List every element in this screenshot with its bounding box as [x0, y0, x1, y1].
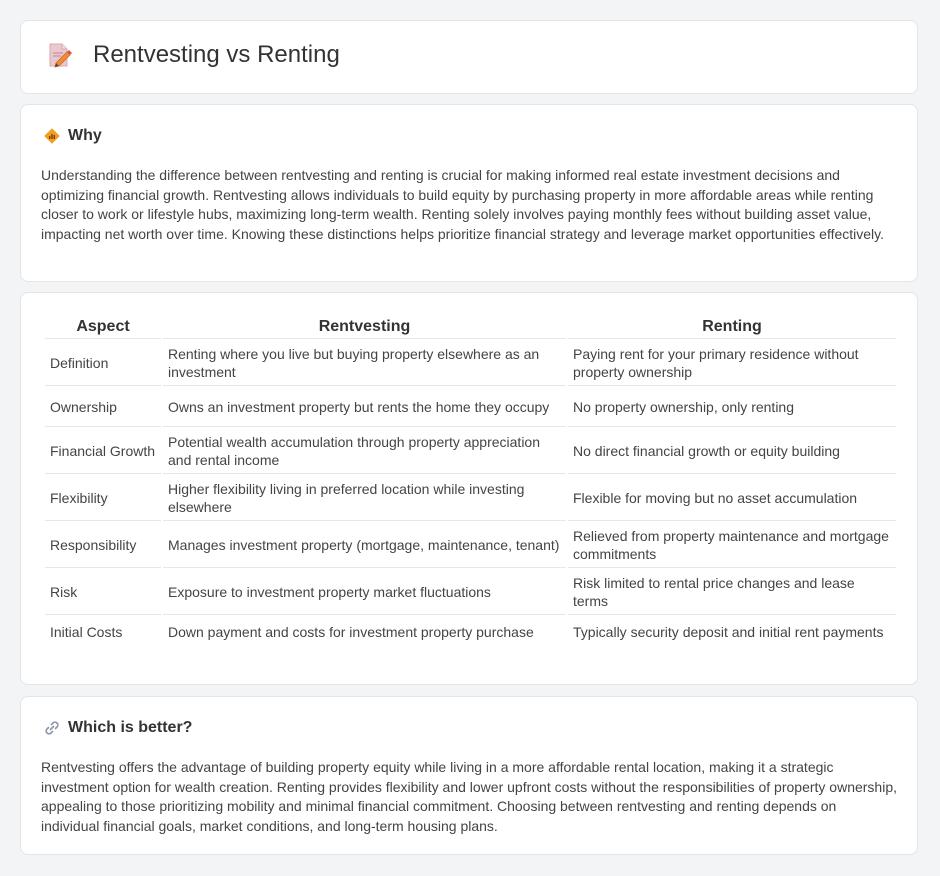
- header-aspect: Aspect: [45, 315, 161, 339]
- table-row: [45, 570, 896, 615]
- title-row: [47, 41, 340, 69]
- why-title: Why: [68, 127, 102, 144]
- table-row: [45, 523, 896, 568]
- aspect-cell: Financial Growth: [45, 429, 161, 474]
- renting-cell: Typically security deposit and initial rent payments: [573, 624, 884, 640]
- why-text: Understanding the difference between rentvesting and renting is crucial for making informed real estate investment decisions and optimizing financial growth. Rentvesting allows individuals to build equity by purchasing property in more affordable areas while renting closer to work or lifestyle hubs, maximizing long-term wealth. Renting solely involves paying monthly fees without building asset value, impacting net worth over time. Knowing these distinctions helps prioritize financial strategy and leverage market opportunities effectively.: [41, 167, 885, 242]
- aspect-cell: Flexibility: [45, 476, 161, 521]
- renting-cell: No direct financial growth or equity building: [568, 429, 896, 474]
- link-icon: [43, 719, 61, 737]
- better-text: Rentvesting offers the advantage of building property equity while living in a more affordable rental location, making it a strategic investment option for wealth creation. Renting provides flexibility and lower upfront costs without the responsibilities of property ownership, appealing to those prioritizing mobility and minimal financial commitment. Choosing between rentvesting and renting depends on individual financial goals, market conditions, and long-term housing plans.: [41, 759, 897, 834]
- title-card: [20, 20, 918, 94]
- renting-cell: Risk limited to rental price changes and lease terms: [568, 570, 896, 615]
- table-row: [45, 476, 896, 521]
- rentvesting-cell: Potential wealth accumulation through property appreciation and rental income: [163, 429, 566, 474]
- page-title: Rentvesting vs Renting: [93, 41, 340, 68]
- document-pencil-icon: [47, 41, 73, 69]
- header-rentvesting: Rentvesting: [163, 315, 566, 339]
- better-title: Which is better?: [68, 719, 193, 736]
- rentvesting-cell: Manages investment property (mortgage, maintenance, tenant): [163, 523, 566, 568]
- aspect-cell: Initial Costs: [50, 624, 123, 640]
- aspect-cell: Responsibility: [45, 523, 161, 568]
- aspect-cell: Definition: [45, 341, 161, 386]
- renting-cell: Flexible for moving but no asset accumulation: [568, 476, 896, 521]
- header-renting: Renting: [568, 315, 896, 339]
- table-row: [45, 429, 896, 474]
- table-row: [45, 341, 896, 386]
- table-header-row: [45, 315, 896, 339]
- table-row: [45, 617, 896, 647]
- better-heading: [43, 719, 192, 737]
- diamond-signal-icon: [43, 127, 61, 145]
- table-row: [45, 388, 896, 427]
- which-better-card: [20, 696, 918, 855]
- aspect-cell: Risk: [45, 570, 161, 615]
- rentvesting-cell: Exposure to investment property market fluctuations: [163, 570, 566, 615]
- comparison-card: [20, 292, 918, 685]
- rentvesting-cell: Owns an investment property but rents the home they occupy: [163, 388, 566, 427]
- renting-cell: Relieved from property maintenance and mortgage commitments: [568, 523, 896, 568]
- why-heading: [43, 127, 102, 145]
- rentvesting-cell: Down payment and costs for investment property purchase: [168, 624, 534, 640]
- why-card: [20, 104, 918, 282]
- rentvesting-cell: Higher flexibility living in preferred location while investing elsewhere: [163, 476, 566, 521]
- renting-cell: No property ownership, only renting: [568, 388, 896, 427]
- aspect-cell: Ownership: [45, 388, 161, 427]
- rentvesting-cell: Renting where you live but buying property elsewhere as an investment: [163, 341, 566, 386]
- renting-cell: Paying rent for your primary residence without property ownership: [568, 341, 896, 386]
- comparison-table: [43, 313, 898, 649]
